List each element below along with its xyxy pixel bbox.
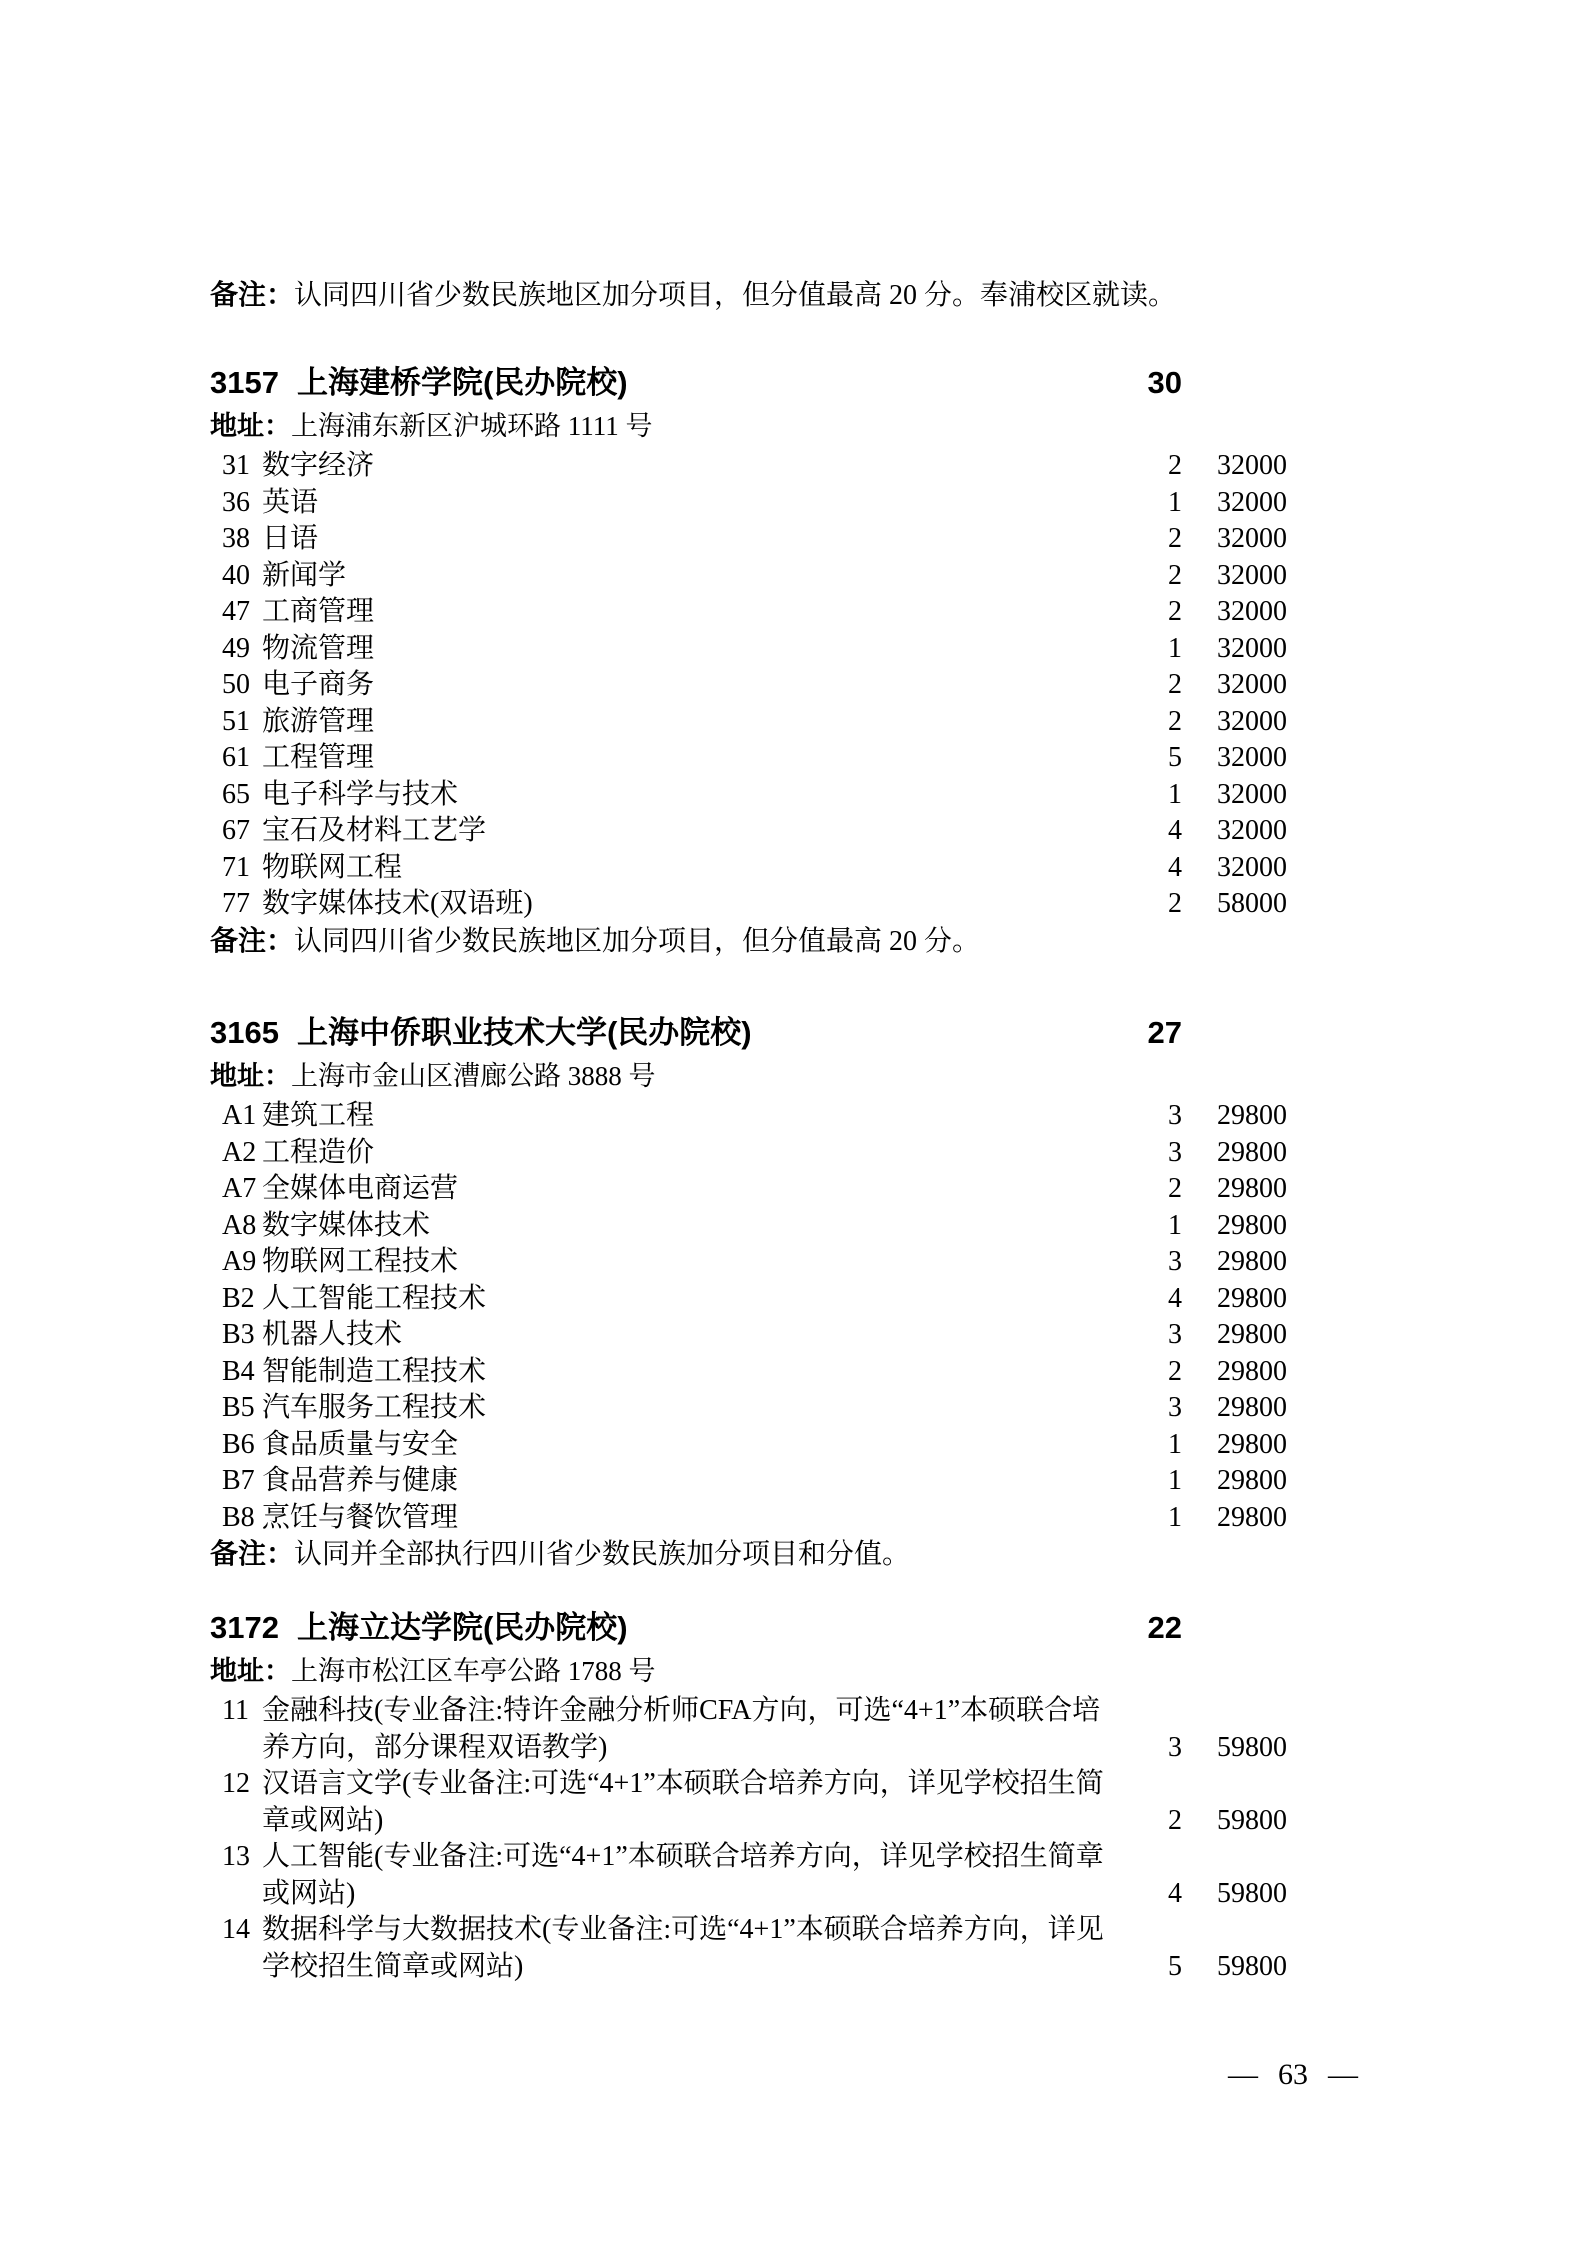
major-row-left [210, 485, 1136, 522]
major-quota: 2 [1168, 450, 1182, 481]
major-code: B8 [222, 1501, 255, 1533]
major-code: A2 [222, 1136, 257, 1168]
major-name: 食品营养与健康 [262, 1465, 459, 1496]
major-row-left [210, 1354, 1136, 1391]
major-row-left [210, 1839, 1136, 1912]
major-row [210, 1500, 1287, 1537]
major-quota: 2 [1168, 559, 1182, 591]
major-row-left [210, 1208, 1136, 1245]
top-note-text: 认同四川省少数民族地区加分项目，但分值最高 20 分。奉浦校区就读。 [294, 280, 1177, 311]
major-name: 数字媒体技术 [262, 1209, 431, 1241]
major-row-left [210, 850, 1136, 887]
major-quota: 3 [1168, 1246, 1182, 1277]
major-fee: 32000 [1217, 559, 1287, 591]
address-line [210, 1649, 1287, 1693]
major-code: B2 [222, 1282, 255, 1314]
major-row [210, 448, 1287, 485]
major-rows [210, 448, 1287, 923]
major-row-left [210, 631, 1136, 668]
major-quota: 2 [1168, 523, 1182, 554]
section-3165 [210, 1012, 1287, 1574]
major-code: 40 [222, 559, 250, 591]
major-fee: 32000 [1217, 851, 1287, 883]
major-row [210, 558, 1287, 595]
top-note [210, 277, 1287, 315]
major-row [210, 777, 1287, 814]
major-code: 50 [222, 669, 250, 700]
section-name: 上海中侨职业技术大学(民办院校) [296, 1015, 752, 1050]
section-count: 30 [1147, 365, 1182, 400]
major-code: 12 [222, 1768, 250, 1799]
major-fee: 32000 [1217, 450, 1287, 481]
major-fee: 59800 [1217, 1804, 1287, 1836]
section-note [210, 923, 1287, 961]
major-row [210, 1208, 1287, 1245]
address-text: 上海浦东新区沪城环路 1111 号 [291, 411, 653, 441]
major-row-left [210, 704, 1136, 741]
major-name: 工商管理 [262, 596, 375, 627]
major-rows [210, 1693, 1287, 1985]
major-code: B3 [222, 1319, 255, 1350]
major-row [210, 1171, 1287, 1208]
major-fee: 59800 [1217, 1950, 1287, 1982]
major-code: 65 [222, 778, 250, 810]
section-note-label: 备注： [210, 924, 295, 956]
major-code: B6 [222, 1428, 255, 1460]
major-name: 汽车服务工程技术 [262, 1392, 487, 1423]
major-row [210, 521, 1287, 558]
major-row [210, 704, 1287, 741]
major-fee: 29800 [1217, 1319, 1287, 1350]
major-quota: 4 [1168, 815, 1182, 846]
major-fee: 29800 [1217, 1355, 1287, 1387]
major-fee: 32000 [1217, 815, 1287, 846]
major-quota: 1 [1168, 1465, 1182, 1496]
footer-left-dash: — [1228, 2058, 1258, 2091]
major-fee: 29800 [1217, 1246, 1287, 1277]
major-name: 物联网工程技术 [262, 1246, 459, 1277]
major-name: 汉语言文学(专业备注:可选“4+1”本硕联合培养方向，详见学校招生简章或网站) [262, 1768, 1104, 1836]
major-fee: 32000 [1217, 742, 1287, 773]
major-name: 旅游管理 [262, 705, 375, 737]
major-quota: 1 [1168, 778, 1182, 810]
major-row [210, 1244, 1287, 1281]
major-row-left [210, 777, 1136, 814]
major-row-left [210, 886, 1136, 923]
major-name: 电子科学与技术 [262, 778, 459, 810]
section-note [210, 1536, 1287, 1574]
major-row [210, 1354, 1287, 1391]
major-fee: 29800 [1217, 1465, 1287, 1496]
major-row-left [210, 1766, 1136, 1839]
section-code: 3157 [210, 365, 279, 400]
major-quota: 2 [1168, 1173, 1182, 1204]
address-label: 地址： [210, 411, 291, 441]
major-quota: 2 [1168, 669, 1182, 700]
major-quota: 2 [1168, 596, 1182, 627]
major-fee: 29800 [1217, 1428, 1287, 1460]
major-code: 14 [222, 1914, 250, 1945]
major-row [210, 1463, 1287, 1500]
major-name: 英语 [262, 486, 319, 518]
major-code: B5 [222, 1392, 255, 1423]
major-code: 49 [222, 632, 250, 664]
major-fee: 29800 [1217, 1209, 1287, 1241]
address-line [210, 1054, 1287, 1098]
major-row [210, 1098, 1287, 1135]
address-label: 地址： [210, 1656, 291, 1686]
major-name: 全媒体电商运营 [262, 1173, 459, 1204]
major-quota: 1 [1168, 486, 1182, 518]
major-row [210, 1912, 1287, 1985]
major-row [210, 1693, 1287, 1766]
major-quota: 1 [1168, 1428, 1182, 1460]
major-fee: 32000 [1217, 705, 1287, 737]
major-name: 数字经济 [262, 450, 375, 481]
major-code: 31 [222, 450, 250, 481]
address-text: 上海市松江区车亭公路 1788 号 [291, 1656, 656, 1686]
major-quota: 5 [1168, 1950, 1182, 1982]
major-row-left [210, 1390, 1136, 1427]
major-quota: 1 [1168, 1501, 1182, 1533]
major-name: 数据科学与大数据技术(专业备注:可选“4+1”本硕联合培养方向，详见学校招生简章或网站) [262, 1914, 1104, 1982]
major-name: 食品质量与安全 [262, 1428, 459, 1460]
major-code: 67 [222, 815, 250, 846]
section-header [210, 1607, 1287, 1649]
major-fee: 29800 [1217, 1100, 1287, 1131]
major-code: 51 [222, 705, 250, 737]
major-quota: 2 [1168, 1355, 1182, 1387]
major-fee: 59800 [1217, 1731, 1287, 1763]
major-fee: 58000 [1217, 888, 1287, 919]
major-code: A8 [222, 1209, 257, 1241]
major-row [210, 740, 1287, 777]
major-quota: 4 [1168, 1282, 1182, 1314]
section-note-text: 认同四川省少数民族地区加分项目，但分值最高 20 分。 [294, 925, 981, 957]
major-code: 13 [222, 1841, 250, 1872]
major-row [210, 485, 1287, 522]
major-row-left [210, 1693, 1136, 1766]
major-name: 建筑工程 [262, 1100, 375, 1131]
section-name: 上海立达学院(民办院校) [296, 1610, 628, 1645]
major-quota: 4 [1168, 851, 1182, 883]
major-row [210, 631, 1287, 668]
major-fee: 32000 [1217, 632, 1287, 664]
major-code: A9 [222, 1246, 257, 1277]
section-count: 22 [1147, 1610, 1182, 1645]
major-row-left [210, 1171, 1136, 1208]
major-code: 38 [222, 523, 250, 554]
page-number: 63 [1278, 2058, 1308, 2091]
section-note-label: 备注： [210, 1538, 295, 1569]
major-row-left [210, 1098, 1136, 1135]
major-row [210, 1135, 1287, 1172]
major-code: B4 [222, 1355, 255, 1387]
major-quota: 3 [1168, 1731, 1182, 1763]
major-code: B7 [222, 1465, 255, 1496]
major-row-left [210, 1281, 1136, 1318]
major-quota: 2 [1168, 1804, 1182, 1836]
major-code: 77 [222, 888, 250, 919]
footer-right-dash: — [1328, 2058, 1358, 2091]
major-name: 人工智能工程技术 [262, 1282, 487, 1314]
major-quota: 3 [1168, 1136, 1182, 1168]
major-quota: 1 [1168, 1209, 1182, 1241]
major-fee: 29800 [1217, 1501, 1287, 1533]
major-name: 智能制造工程技术 [262, 1355, 487, 1387]
major-row-left [210, 558, 1136, 595]
section-code: 3172 [210, 1610, 279, 1645]
section-note-text: 认同并全部执行四川省少数民族加分项目和分值。 [294, 1539, 911, 1570]
major-name: 工程造价 [262, 1136, 375, 1168]
major-fee: 32000 [1217, 523, 1287, 554]
address-line [210, 404, 1287, 448]
section-name: 上海建桥学院(民办院校) [296, 365, 628, 400]
major-code: A7 [222, 1173, 257, 1204]
major-row-left [210, 1912, 1136, 1985]
major-name: 日语 [262, 523, 319, 554]
major-row-left [210, 667, 1136, 704]
major-name: 人工智能(专业备注:可选“4+1”本硕联合培养方向，详见学校招生简章或网站) [262, 1841, 1104, 1909]
major-quota: 3 [1168, 1319, 1182, 1350]
major-code: A1 [222, 1100, 257, 1131]
major-name: 新闻学 [262, 559, 347, 591]
major-quota: 3 [1168, 1100, 1182, 1131]
major-row [210, 813, 1287, 850]
major-code: 11 [222, 1695, 249, 1726]
major-code: 61 [222, 742, 250, 773]
section-3172 [210, 1607, 1287, 1985]
major-name: 烹饪与餐饮管理 [262, 1501, 459, 1533]
major-row [210, 667, 1287, 704]
top-note-label: 备注： [210, 279, 295, 310]
major-row [210, 594, 1287, 631]
major-row-left [210, 521, 1136, 558]
major-name: 物联网工程 [262, 851, 403, 883]
major-quota: 1 [1168, 632, 1182, 664]
major-row-left [210, 594, 1136, 631]
major-row [210, 1390, 1287, 1427]
major-fee: 29800 [1217, 1136, 1287, 1168]
major-name: 宝石及材料工艺学 [262, 815, 487, 846]
major-fee: 29800 [1217, 1173, 1287, 1204]
major-row-left [210, 1463, 1136, 1500]
section-code: 3165 [210, 1015, 279, 1050]
major-quota: 5 [1168, 742, 1182, 773]
major-fee: 32000 [1217, 669, 1287, 700]
major-row [210, 850, 1287, 887]
section-count: 27 [1147, 1015, 1182, 1050]
major-quota: 2 [1168, 888, 1182, 919]
major-fee: 32000 [1217, 486, 1287, 518]
major-fee: 29800 [1217, 1282, 1287, 1314]
section-header [210, 1012, 1287, 1054]
major-row-left [210, 1244, 1136, 1281]
major-row-left [210, 740, 1136, 777]
major-fee: 32000 [1217, 778, 1287, 810]
major-fee: 32000 [1217, 596, 1287, 627]
major-quota: 4 [1168, 1877, 1182, 1909]
major-row [210, 1839, 1287, 1912]
major-row [210, 1427, 1287, 1464]
major-row-left [210, 1135, 1136, 1172]
major-name: 数字媒体技术(双语班) [262, 888, 533, 919]
major-code: 71 [222, 851, 250, 883]
major-name: 金融科技(专业备注:特许金融分析师CFA方向，可选“4+1”本硕联合培养方向，部分课程双语教学) [262, 1695, 1101, 1763]
footer [1228, 2056, 1358, 2094]
major-row-left [210, 1317, 1136, 1354]
section-3157 [210, 362, 1287, 960]
major-name: 工程管理 [262, 742, 375, 773]
address-text: 上海市金山区漕廊公路 3888 号 [291, 1061, 656, 1091]
major-row [210, 886, 1287, 923]
major-name: 机器人技术 [262, 1319, 403, 1350]
major-fee: 29800 [1217, 1392, 1287, 1423]
major-row-left [210, 1427, 1136, 1464]
major-name: 电子商务 [262, 669, 375, 700]
major-row [210, 1281, 1287, 1318]
major-row-left [210, 813, 1136, 850]
major-code: 47 [222, 596, 250, 627]
major-row [210, 1317, 1287, 1354]
major-row-left [210, 448, 1136, 485]
address-label: 地址： [210, 1061, 291, 1091]
major-quota: 3 [1168, 1392, 1182, 1423]
major-row-left [210, 1500, 1136, 1537]
major-name: 物流管理 [262, 632, 375, 664]
major-quota: 2 [1168, 705, 1182, 737]
section-header [210, 362, 1287, 404]
major-code: 36 [222, 486, 250, 518]
major-row [210, 1766, 1287, 1839]
major-rows [210, 1098, 1287, 1536]
major-fee: 59800 [1217, 1877, 1287, 1909]
